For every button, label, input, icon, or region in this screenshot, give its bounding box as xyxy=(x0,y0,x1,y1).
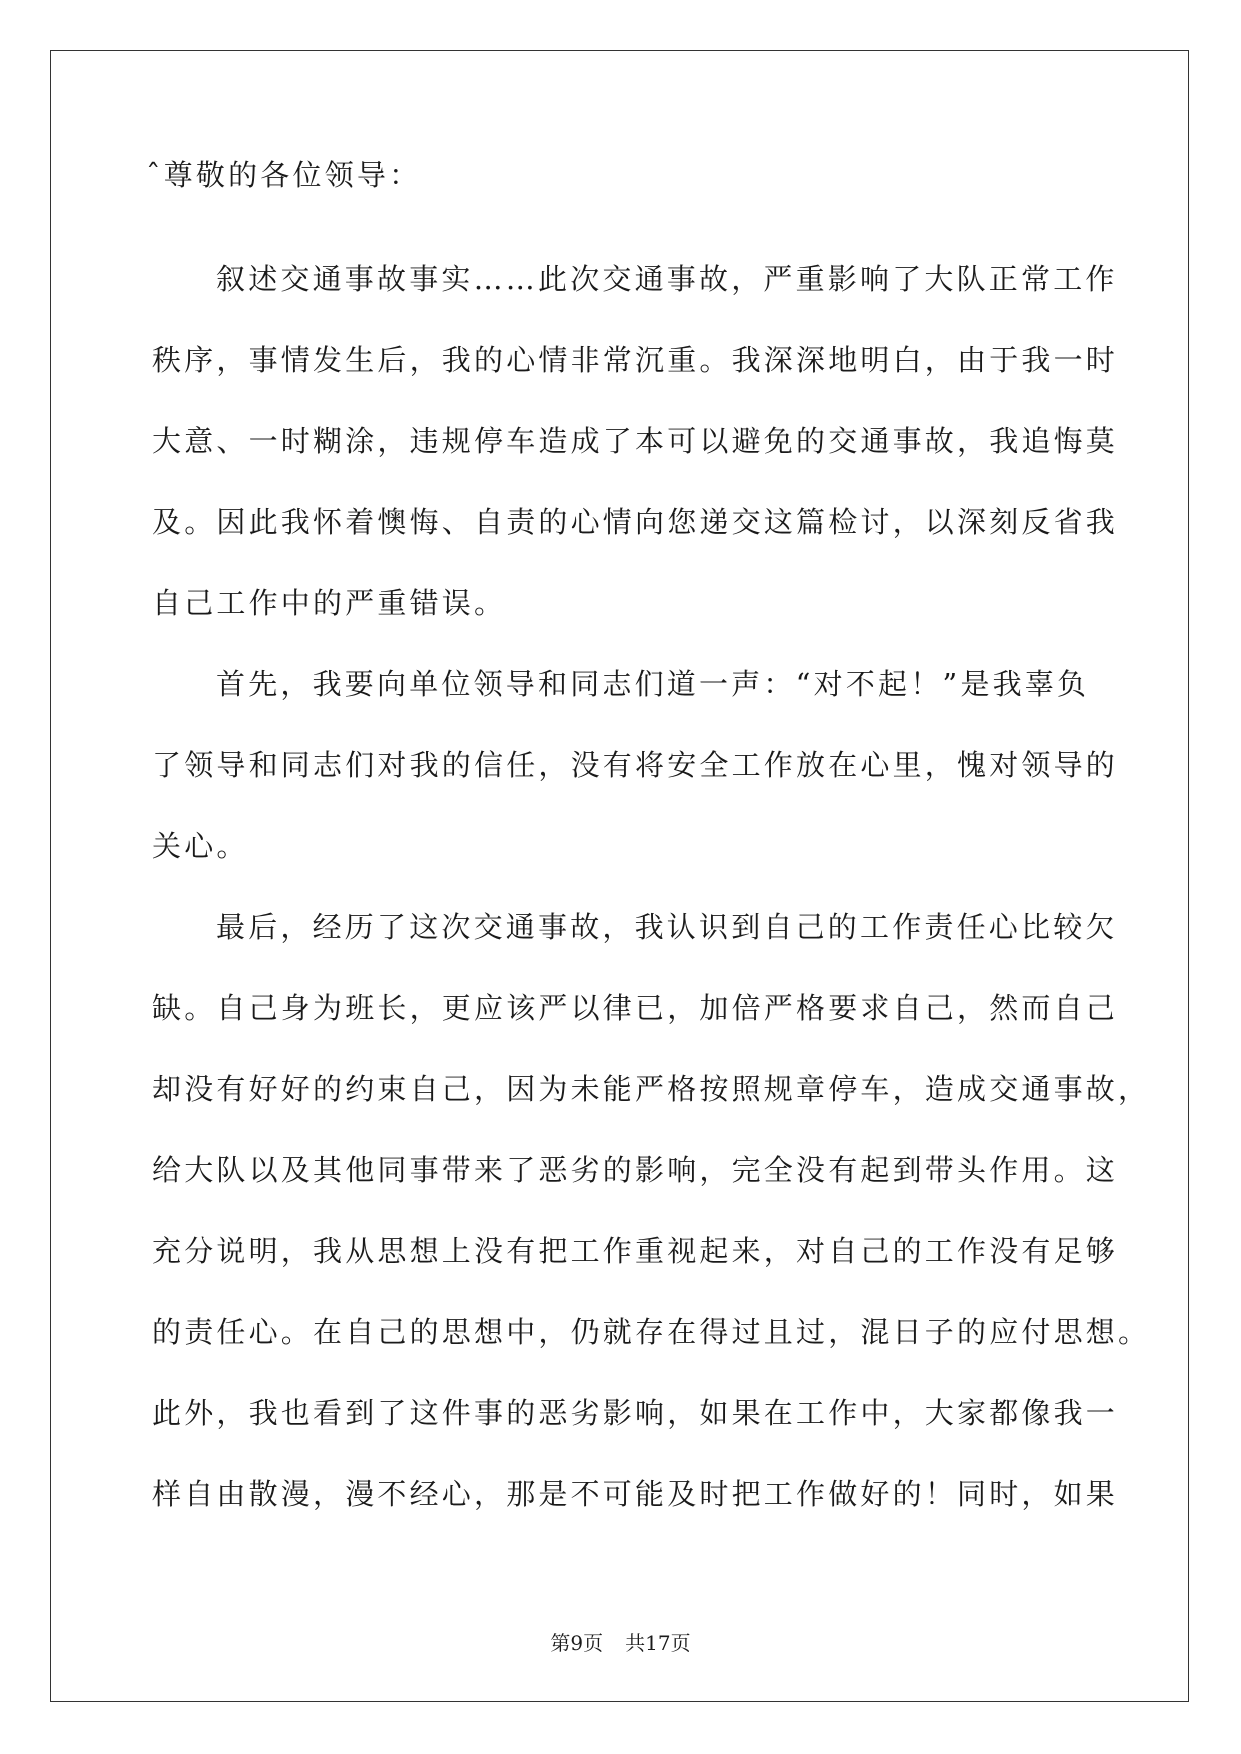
paragraph-line: 给大队以及其他同事带来了恶劣的影响，完全没有起到带头作用。这 xyxy=(152,1153,1119,1187)
page-footer xyxy=(0,1627,1241,1656)
salutation: ˆ尊敬的各位领导： xyxy=(146,158,422,192)
page-total: 共17页 xyxy=(625,1631,691,1655)
paragraph-line: 了领导和同志们对我的信任，没有将安全工作放在心里，愧对领导的 xyxy=(152,748,1119,782)
paragraph-line: 及。因此我怀着懊悔、自责的心情向您递交这篇检讨，以深刻反省我 xyxy=(152,505,1119,539)
paragraph-line: 关心。 xyxy=(152,829,249,863)
paragraph-line: 大意、一时糊涂，违规停车造成了本可以避免的交通事故，我追悔莫 xyxy=(152,424,1119,458)
paragraph-line: 最后，经历了这次交通事故，我认识到自己的工作责任心比较欠 xyxy=(216,910,1118,944)
paragraph-line: 自己工作中的严重错误。 xyxy=(152,586,507,620)
paragraph-line: 的责任心。在自己的思想中，仍就存在得过且过，混日子的应付思想。 xyxy=(152,1315,1151,1349)
paragraph-line: 首先，我要向单位领导和同志们道一声：“对不起！”是我辜负 xyxy=(216,667,1090,701)
paragraph-line: 缺。自己身为班长，更应该严以律已，加倍严格要求自己，然而自己 xyxy=(152,991,1119,1025)
paragraph-line: 样自由散漫，漫不经心，那是不可能及时把工作做好的！同时，如果 xyxy=(152,1477,1119,1511)
paragraph-line: 却没有好好的约束自己，因为未能严格按照规章停车，造成交通事故， xyxy=(152,1072,1151,1106)
paragraph-line: 叙述交通事故事实……此次交通事故，严重影响了大队正常工作 xyxy=(216,262,1118,296)
page-number: 第9页 xyxy=(550,1631,604,1655)
paragraph-line: 充分说明，我从思想上没有把工作重视起来，对自己的工作没有足够 xyxy=(152,1234,1119,1268)
document-body xyxy=(146,155,1151,1535)
paragraph-line: 秩序，事情发生后，我的心情非常沉重。我深深地明白，由于我一时 xyxy=(152,343,1119,377)
paragraph-line: 此外，我也看到了这件事的恶劣影响，如果在工作中，大家都像我一 xyxy=(152,1396,1119,1430)
